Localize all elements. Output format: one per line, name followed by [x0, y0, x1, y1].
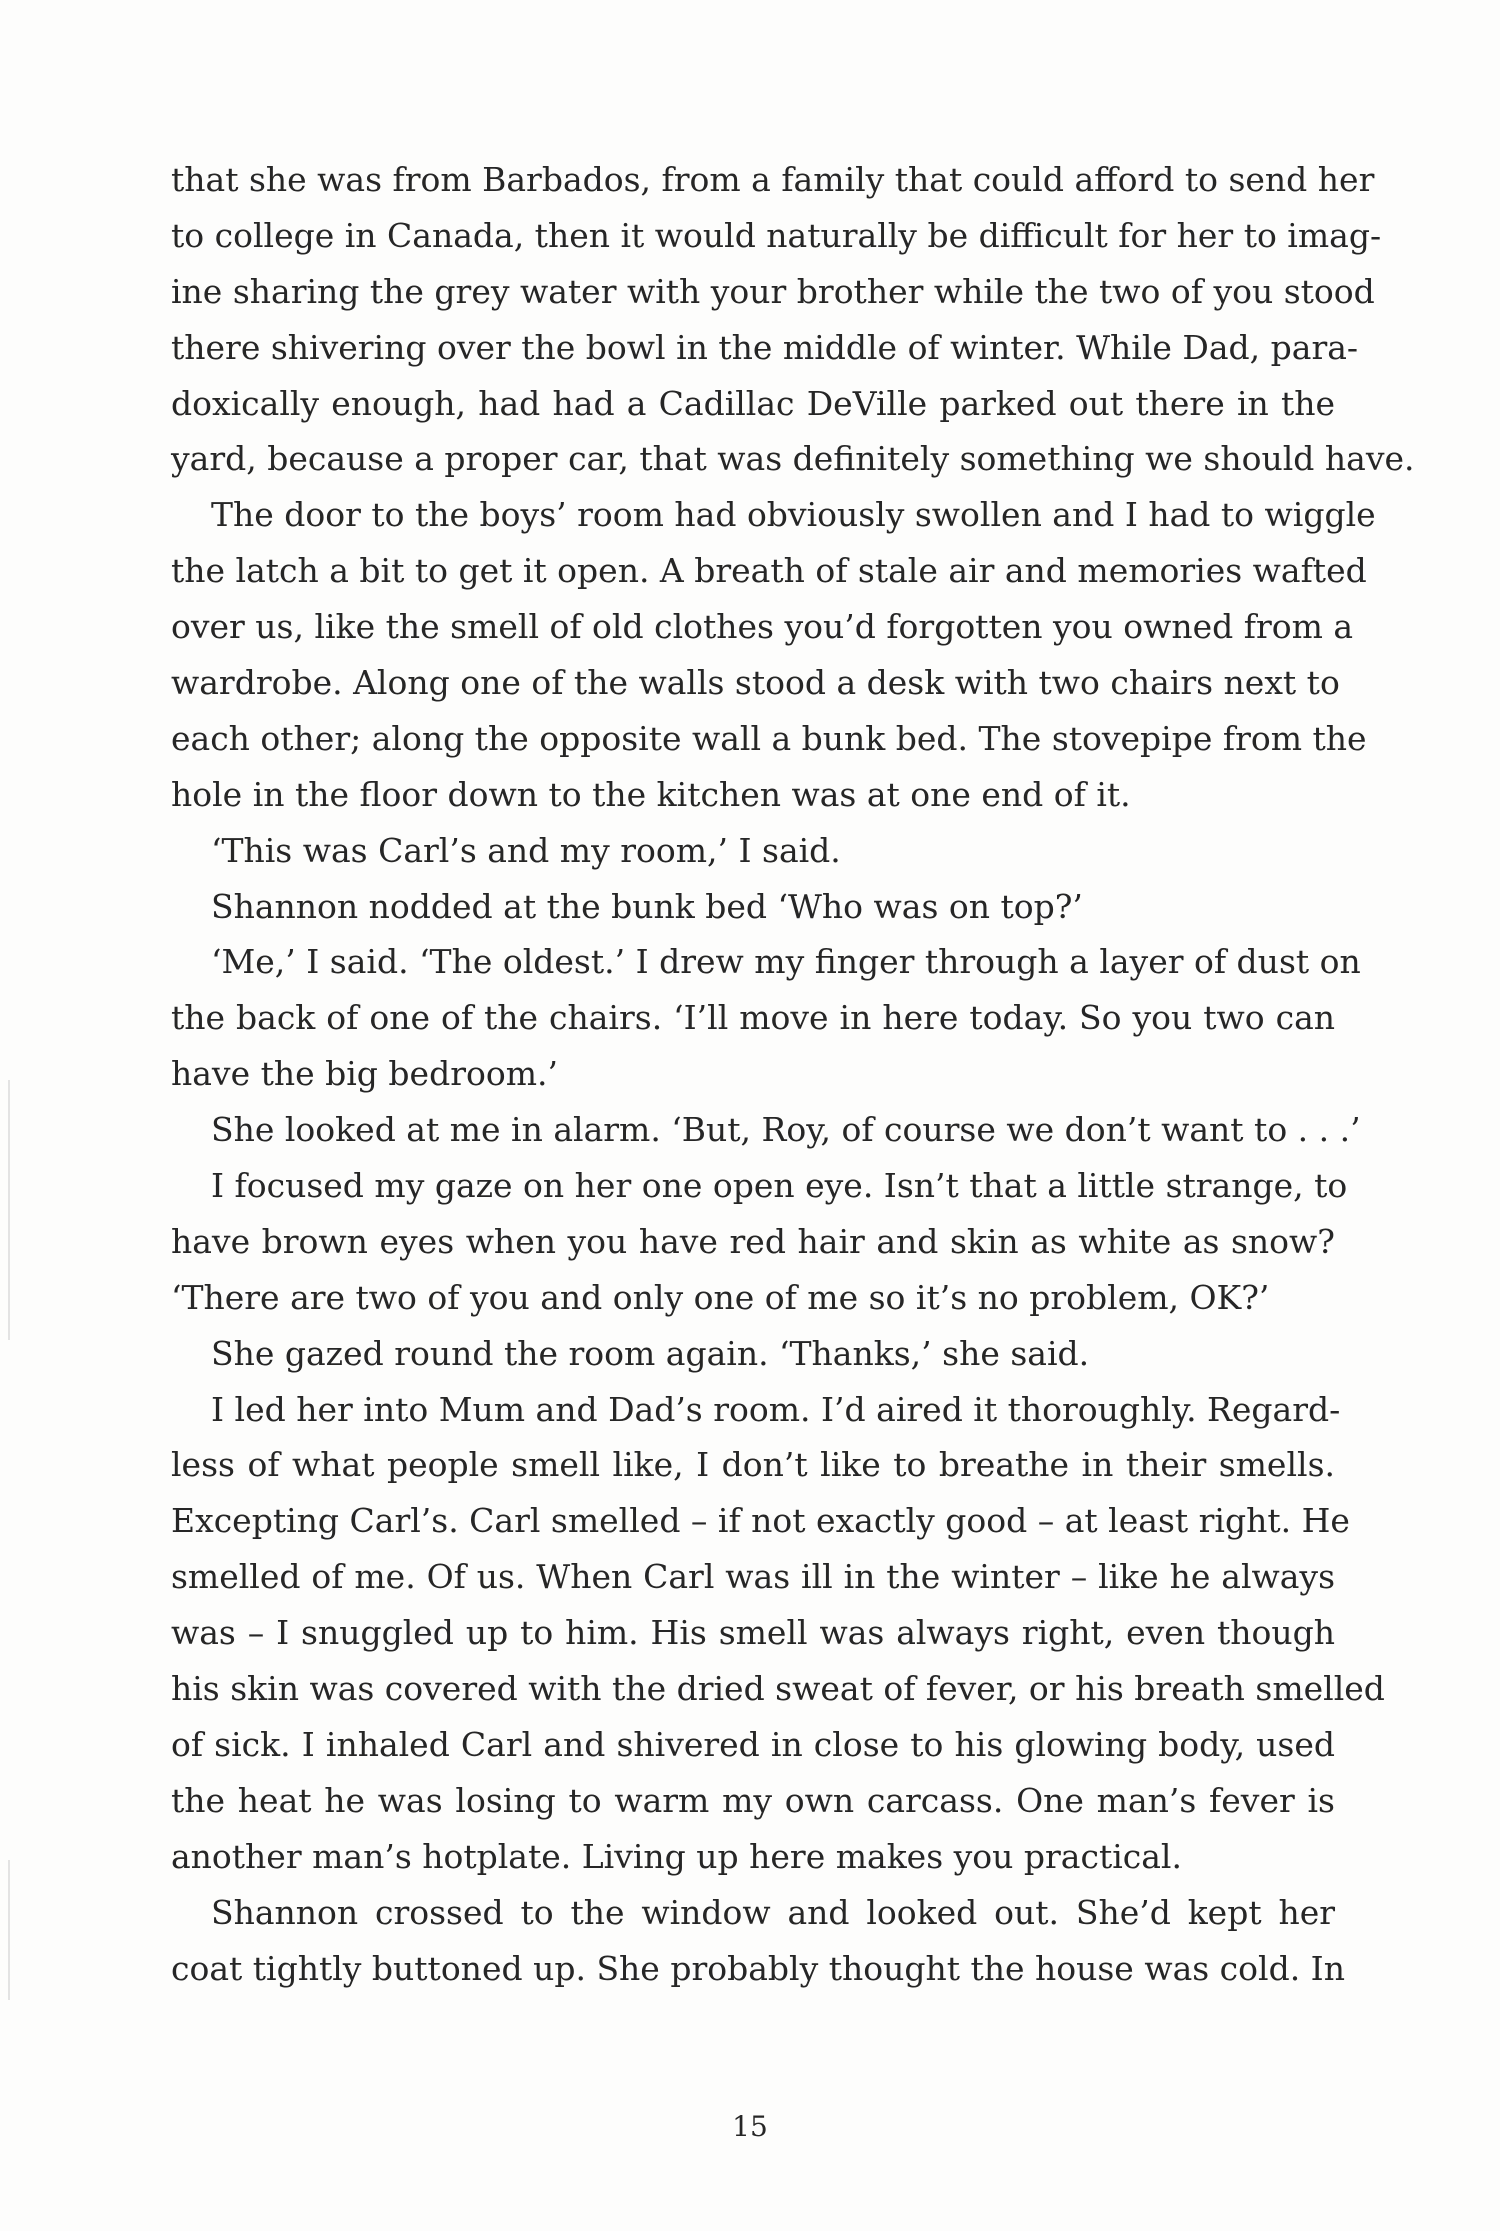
text-line: She gazed round the room again. ‘Thanks,’ she said. — [211, 1333, 1090, 1373]
text-line: I led her into Mum and Dad’s room. I’d aired it thoroughly. Regard- — [211, 1389, 1341, 1429]
text-line: Shannon nodded at the bunk bed ‘Who was on top?’ — [211, 886, 1083, 926]
text-line: each other; along the opposite wall a bunk bed. The stovepipe from the — [171, 718, 1367, 758]
text-line: hole in the floor down to the kitchen was at one end of it. — [171, 774, 1131, 814]
text-line: his skin was covered with the dried sweat of fever, or his breath smelled — [171, 1669, 1385, 1709]
text-line: the heat he was losing to warm my own carcass. One man’s fever is — [171, 1780, 1335, 1820]
text-line: yard, because a proper car, that was definitely something we should have. — [171, 439, 1415, 479]
text-line: doxically enough, had had a Cadillac DeVille parked out there in the — [171, 383, 1335, 423]
text-line: have the big bedroom.’ — [171, 1054, 558, 1094]
text-line: She looked at me in alarm. ‘But, Roy, of course we don’t want to . . .’ — [211, 1110, 1361, 1150]
text-line: to college in Canada, then it would naturally be difficult for her to imag- — [171, 215, 1382, 255]
text-line: of sick. I inhaled Carl and shivered in close to his glowing body, used — [171, 1724, 1335, 1764]
body-text — [171, 152, 1415, 1996]
text-line: have brown eyes when you have red hair and skin as white as snow? — [171, 1221, 1335, 1261]
text-line: Excepting Carl’s. Carl smelled – if not exactly good – at least right. He — [171, 1501, 1350, 1541]
text-line: Shannon crossed to the window and looked out. She’d kept her — [211, 1892, 1335, 1932]
text-line: ‘This was Carl’s and my room,’ I said. — [211, 830, 841, 870]
text-line: the back of one of the chairs. ‘I’ll move in here today. So you two can — [171, 998, 1335, 1038]
text-line: ‘There are two of you and only one of me so it’s no problem, OK?’ — [171, 1277, 1270, 1317]
margin-scan-mark — [8, 1860, 10, 2000]
text-line: The door to the boys’ room had obviously swollen and I had to wiggle — [211, 495, 1376, 535]
text-line: that she was from Barbados, from a family that could afford to send her — [171, 160, 1375, 199]
text-line: was – I snuggled up to him. His smell was always right, even though — [171, 1613, 1335, 1653]
text-line: I focused my gaze on her one open eye. Isn’t that a little strange, to — [211, 1166, 1348, 1206]
text-line: ine sharing the grey water with your brother while the two of you stood — [171, 271, 1375, 311]
text-line: over us, like the smell of old clothes you’d forgotten you owned from a — [171, 607, 1354, 647]
text-line: there shivering over the bowl in the middle of winter. While Dad, para- — [171, 327, 1359, 367]
text-line: smelled of me. Of us. When Carl was ill in the winter – like he always — [171, 1557, 1335, 1597]
margin-scan-mark — [8, 1080, 10, 1340]
text-line: less of what people smell like, I don’t like to breathe in their smells. — [171, 1445, 1335, 1485]
page-number: 15 — [732, 2110, 768, 2143]
text-line: the latch a bit to get it open. A breath of stale air and memories wafted — [171, 551, 1367, 591]
text-line: wardrobe. Along one of the walls stood a desk with two chairs next to — [171, 663, 1340, 703]
text-line: another man’s hotplate. Living up here makes you practical. — [171, 1836, 1182, 1876]
text-line: coat tightly buttoned up. She probably thought the house was cold. In — [171, 1948, 1345, 1988]
text-line: ‘Me,’ I said. ‘The oldest.’ I drew my finger through a layer of dust on — [211, 942, 1361, 982]
